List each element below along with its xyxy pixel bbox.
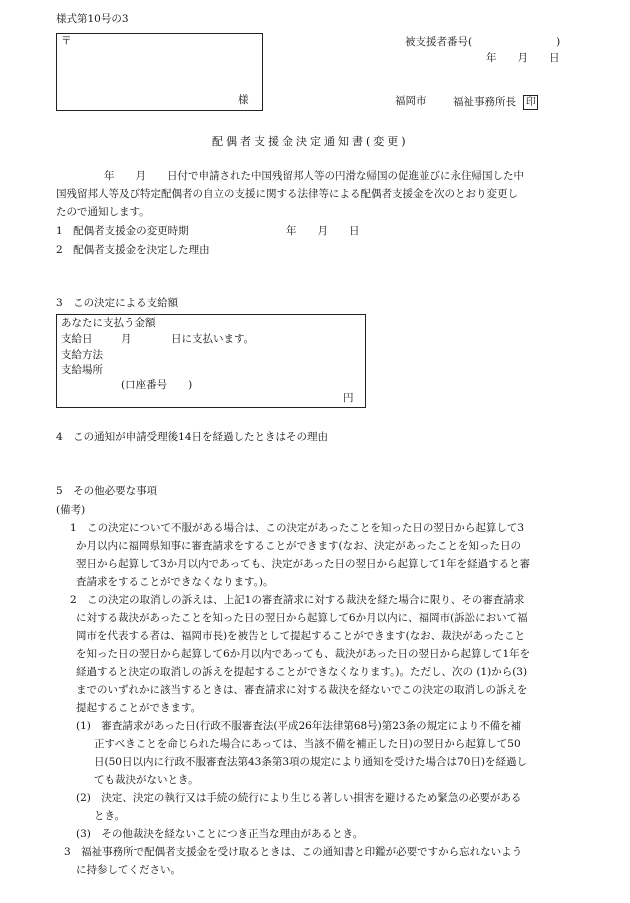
sub-item-2-line: とき。 <box>94 810 126 822</box>
remark-2-line: 2 この決定の取消しの訴えは、上記1の審査請求に対する裁決を経た場合に限り、その審査請求 <box>70 594 525 606</box>
sub-item-2-line: (2) 決定、決定の執行又は手続の続行により生じる著しい損害を避けるため緊急の必要がある <box>76 792 522 804</box>
remark-2-line: を知った日の翌日から起算して6か月以内であっても、裁決があった日の翌日から起算して1年を <box>76 648 531 660</box>
remark-2-line: 提起することができます。 <box>76 702 202 714</box>
account-number-label: (口座番号 ) <box>121 379 193 391</box>
sub-item-1-line: ても裁決がないとき。 <box>94 774 199 786</box>
intro-line-2: 国残留邦人等及び特定配偶者の自立の支援に関する法律等による配偶者支援金を次のとおり変更し <box>56 188 518 200</box>
remark-2-line: までのいずれかに該当するときは、審査請求に対する裁決を経ないでこの決定の取消しの訴えを <box>76 684 528 696</box>
item-1-date: 年 月 日 <box>286 225 360 237</box>
remark-1-line: 査請求をすることができなくなります。)。 <box>76 576 274 588</box>
seal-mark: 印 <box>523 95 538 110</box>
remark-1-line: か月以内に福岡県知事に審査請求をすることができます(なお、決定があったことを知った日の <box>76 540 521 552</box>
remark-3-line: に持参してください。 <box>76 864 181 876</box>
intro-line-1: 年 月 日付で申請された中国残留邦人等の円滑な帰国の促進並びに永住帰国した中 <box>104 170 524 182</box>
amount-label: あなたに支払う金額 <box>61 317 156 329</box>
recipient-suffix: 様 <box>238 94 249 106</box>
remark-2-line: 岡市を代表する者は、福岡市長)を被告として提起することができます(なお、裁決があったこと <box>76 630 526 642</box>
remark-1-line: 翌日から起算して3か月以内であっても、決定があった日の翌日から起算して1年を経過すると審 <box>76 558 531 570</box>
payment-box <box>56 314 366 408</box>
remark-2-line: 経過すると決定の取消しの訴えを提起することができなくなります。)。ただし、次の (1)から(3) <box>76 666 528 678</box>
remark-3-line: 3 福祉事務所で配偶者支援金を受け取るときは、この通知書と印鑑が必要ですから忘れないよう <box>64 846 523 858</box>
issuer-title-text: 福祉事務所長 <box>453 96 516 108</box>
sub-item-1-line: (1) 審査請求があった日(行政不服審査法(平成26年法律第68号)第23条の規定により不備を補 <box>76 720 522 732</box>
intro-line-3: たので通知します。 <box>56 206 150 218</box>
issuer-title <box>453 95 538 110</box>
remark-1-line: 1 この決定について不服がある場合は、この決定があったことを知った日の翌日から起算して3 <box>70 522 525 534</box>
item-5-label: 5 その他必要な事項 <box>56 485 158 497</box>
method-label: 支給方法 <box>61 349 103 361</box>
beneficiary-number-label: 被支援者番号( ) <box>405 36 561 48</box>
remarks-label: (備考) <box>56 504 86 516</box>
pay-date-text: 日に支払います。 <box>171 333 255 345</box>
document-title: 配偶者支援金決定通知書(変更) <box>212 135 409 148</box>
issuer-city: 福岡市 <box>395 95 427 107</box>
item-1-label: 1 配偶者支援金の変更時期 <box>56 225 189 237</box>
yen-unit: 円 <box>343 392 354 404</box>
item-2-label: 2 配偶者支援金を決定した理由 <box>56 244 210 256</box>
sub-item-1-line: 正すべきことを命じられた場合にあっては、当該不備を補正した日)の翌日から起算して50 <box>94 738 521 750</box>
sub-item-3-line: (3) その他裁決を経ないことにつき正当な理由があるとき。 <box>76 828 364 840</box>
form-number: 様式第10号の3 <box>56 13 129 25</box>
pay-date-label: 支給日 <box>61 333 93 345</box>
header-date: 年 月 日 <box>486 52 560 64</box>
item-3-label: 3 この決定による支給額 <box>56 297 179 309</box>
sub-item-1-line: 日(50日以内に行政不服審査法第43条第3項の規定により通知を受けた場合は70日)を経過し <box>94 756 527 768</box>
pay-date-month: 月 <box>121 333 132 345</box>
remark-2-line: に対する裁決があったことを知った日の翌日から起算して6か月以内に、福岡市(訴訟において福 <box>76 612 528 624</box>
postal-mark: 〒 <box>61 35 72 47</box>
item-4-label: 4 この通知が申請受理後14日を経過したときはその理由 <box>56 431 329 443</box>
address-box <box>56 33 263 111</box>
place-label: 支給場所 <box>61 364 103 376</box>
